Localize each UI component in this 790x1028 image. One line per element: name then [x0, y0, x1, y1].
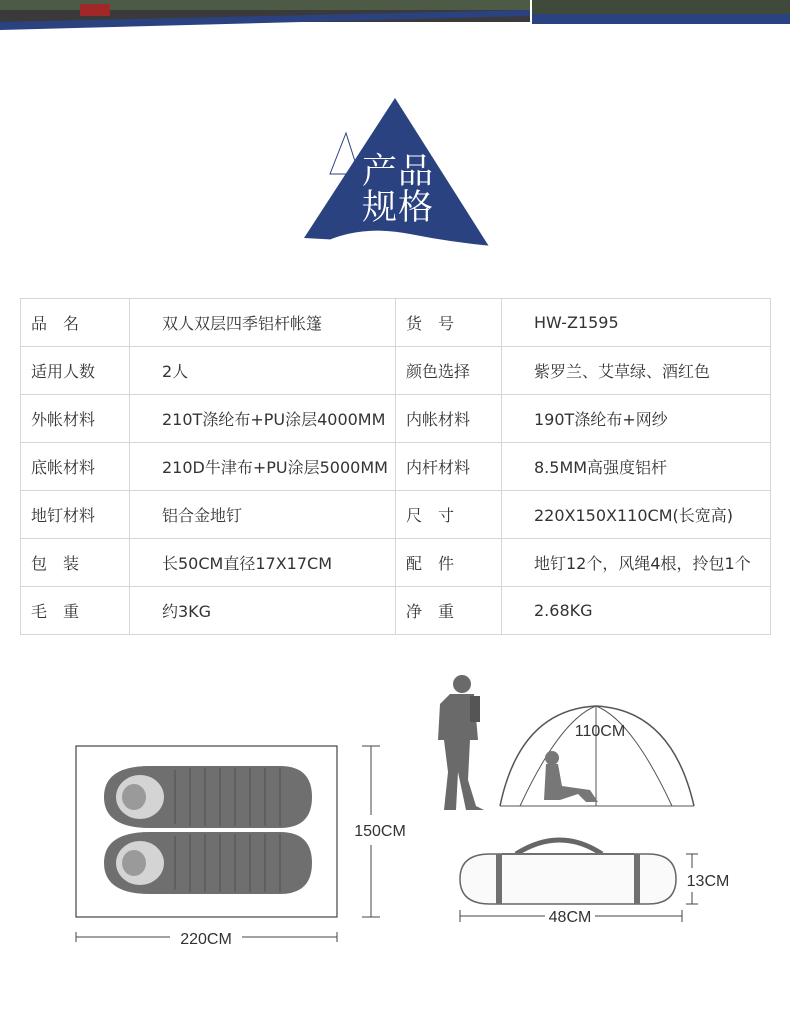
spec-label: 外帐材料 — [21, 395, 130, 443]
spec-value: 2人 — [130, 347, 396, 395]
table-row — [21, 539, 771, 587]
spec-label: 颜色选择 — [396, 347, 502, 395]
sleeping-bag-icon — [104, 832, 312, 894]
spec-label: 货 号 — [396, 299, 502, 347]
spec-value: 约3KG — [130, 587, 396, 635]
sleeping-bag-icon — [104, 766, 312, 828]
spec-value: 210D牛津布+PU涂层5000MM — [130, 443, 396, 491]
carry-bag-icon — [460, 840, 676, 904]
spec-label: 尺 寸 — [396, 491, 502, 539]
spec-value: 地钉12个，风绳4根，拎包1个 — [502, 539, 771, 587]
spec-value: 紫罗兰、艾草绿、酒红色 — [502, 347, 771, 395]
spec-label: 净 重 — [396, 587, 502, 635]
spec-label: 地钉材料 — [21, 491, 130, 539]
spec-value: 220X150X110CM(长宽高) — [502, 491, 771, 539]
spec-value: 长50CM直径17X17CM — [130, 539, 396, 587]
floor-width-label: 220CM — [180, 931, 232, 948]
sitting-person-icon — [544, 751, 598, 802]
spec-value: 铝合金地钉 — [130, 491, 396, 539]
spec-value: 190T涤纶布+网纱 — [502, 395, 771, 443]
spec-value: 2.68KG — [502, 587, 771, 635]
top-banner-photo — [0, 0, 790, 34]
spec-label: 毛 重 — [21, 587, 130, 635]
tent-height-label: 110CM — [574, 723, 626, 740]
heading-title-line2: 规格 — [361, 188, 434, 228]
spec-label: 包 装 — [21, 539, 130, 587]
bag-length-label: 48CM — [548, 909, 592, 926]
spec-label: 配 件 — [396, 539, 502, 587]
spec-label: 内杆材料 — [396, 443, 502, 491]
table-row — [21, 587, 771, 635]
standing-person-icon — [438, 675, 484, 810]
table-row — [21, 299, 771, 347]
heading-title-line1: 产品 — [361, 152, 434, 192]
spec-label: 适用人数 — [21, 347, 130, 395]
spec-value: 双人双层四季铝杆帐篷 — [130, 299, 396, 347]
spec-value: HW-Z1595 — [502, 299, 771, 347]
table-row — [21, 443, 771, 491]
spec-label: 底帐材料 — [21, 443, 130, 491]
spec-value: 8.5MM高强度铝杆 — [502, 443, 771, 491]
table-row — [21, 491, 771, 539]
bag-diameter-label: 13CM — [686, 873, 730, 890]
spec-value: 210T涤纶布+PU涂层4000MM — [130, 395, 396, 443]
dimension-diagram — [0, 660, 790, 960]
spec-label: 内帐材料 — [396, 395, 502, 443]
spec-label: 品 名 — [21, 299, 130, 347]
table-row — [21, 395, 771, 443]
table-row — [21, 347, 771, 395]
floor-depth-label: 150CM — [354, 823, 406, 840]
spec-table — [20, 298, 771, 635]
